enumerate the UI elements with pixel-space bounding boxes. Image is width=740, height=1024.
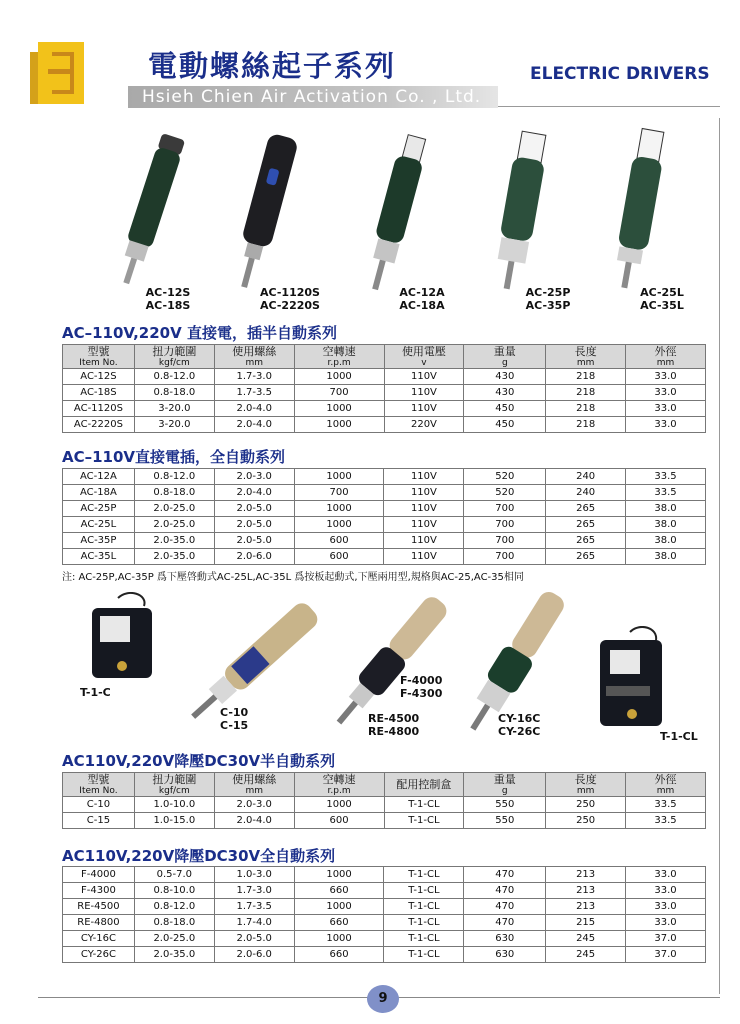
table-cell: AC-2220S (63, 417, 135, 433)
table-cell: 1.7-3.5 (214, 385, 294, 401)
column-header-unit: r.p.m (327, 786, 351, 796)
table-cell: F-4000 (63, 867, 135, 883)
table-cell: 110V (384, 501, 464, 517)
table-cell: AC-25P (63, 501, 135, 517)
table-cell: 1000 (294, 417, 384, 433)
table-cell: 37.0 (626, 931, 706, 947)
table-row (63, 469, 706, 485)
table-cell: 1.0-10.0 (134, 797, 214, 813)
table-cell: 245 (546, 931, 626, 947)
table-cell: 33.5 (626, 813, 706, 829)
table-cell: 250 (546, 813, 626, 829)
table-row (63, 883, 706, 899)
table-cell: CY-16C (63, 931, 135, 947)
table-cell: 110V (384, 533, 464, 549)
table-row (63, 947, 706, 963)
table-cell: C-15 (63, 813, 135, 829)
column-header-cn: 空轉速 (322, 773, 356, 786)
table-cell: 630 (464, 931, 546, 947)
product-label-re-4500: RE-4500 RE-4800 (368, 712, 420, 738)
page-title-en: ELECTRIC DRIVERS (530, 64, 710, 84)
table-cell: 110V (384, 485, 464, 501)
column-header-cn: 配用控制盒 (396, 778, 452, 791)
column-header-unit: kgf/cm (158, 358, 190, 368)
company-logo (38, 42, 84, 104)
table-cell: 110V (384, 401, 464, 417)
table-cell: 2.0-4.0 (214, 813, 294, 829)
table-cell: 430 (464, 369, 546, 385)
table-cell: 250 (546, 797, 626, 813)
column-header-cn: 空轉速 (322, 345, 356, 358)
table-cell: 700 (294, 485, 384, 501)
spec-table-dc30v-full (62, 866, 706, 963)
column-header-cn: 使用電壓 (401, 345, 446, 358)
table-cell: AC-1120S (63, 401, 135, 417)
table-row (63, 533, 706, 549)
company-banner (128, 86, 498, 108)
table-cell: 1000 (294, 899, 384, 915)
table-cell: 240 (546, 469, 626, 485)
table-cell: 3-20.0 (134, 417, 214, 433)
table-cell: 600 (294, 813, 384, 829)
table-cell: 33.0 (626, 867, 706, 883)
table-cell: 660 (294, 947, 384, 963)
table-cell: 265 (546, 501, 626, 517)
table-row (63, 369, 706, 385)
table-cell: 0.5-7.0 (134, 867, 214, 883)
section-title-dc30v-semi: AC110V,220V降壓DC30V半自動系列 (62, 752, 336, 770)
product-image-ac-1120s (225, 128, 305, 298)
table-cell: 0.8-18.0 (134, 915, 214, 931)
table-cell: 110V (384, 549, 464, 565)
column-header-unit: Item No. (79, 358, 118, 368)
table-cell: T-1-CL (384, 915, 464, 931)
table-cell: 33.0 (626, 385, 706, 401)
table-cell: T-1-CL (384, 899, 464, 915)
table-cell: 38.0 (626, 501, 706, 517)
product-label-ac-12s: AC-12S AC-18S (145, 286, 191, 312)
table-row (63, 549, 706, 565)
column-header-unit: mm (576, 358, 595, 368)
table-cell: 33.0 (626, 417, 706, 433)
table-cell: 215 (546, 915, 626, 931)
table-cell: 1000 (294, 501, 384, 517)
table-cell: 0.8-12.0 (134, 899, 214, 915)
column-header (546, 773, 626, 797)
table-cell: 470 (464, 899, 546, 915)
table-cell: 265 (546, 533, 626, 549)
table-row (63, 899, 706, 915)
table-cell: AC-35L (63, 549, 135, 565)
table-cell: 2.0-25.0 (134, 501, 214, 517)
column-header-unit: mm (245, 786, 263, 796)
table-cell: 1.0-3.0 (214, 867, 294, 883)
table-cell: 2.0-35.0 (134, 533, 214, 549)
section-title-dc30v-full: AC110V,220V降壓DC30V全自動系列 (62, 847, 336, 865)
column-header (626, 345, 706, 369)
table-header-row (63, 773, 706, 797)
table-cell: 700 (464, 549, 546, 565)
column-header (214, 345, 294, 369)
product-label-ac-25p: AC-25P AC-35P (525, 286, 571, 312)
table-cell: 218 (546, 417, 626, 433)
column-header-cn: 長度 (574, 773, 597, 786)
table-cell: 33.5 (626, 485, 706, 501)
table-cell: 660 (294, 915, 384, 931)
spec-table-ac-direct-semi (62, 344, 706, 433)
table-cell: RE-4500 (63, 899, 135, 915)
table-cell: 1.7-3.0 (214, 883, 294, 899)
table-cell: 1.7-3.0 (214, 369, 294, 385)
column-header-unit: mm (656, 786, 675, 796)
column-header (134, 345, 214, 369)
table-cell: 2.0-25.0 (134, 517, 214, 533)
column-header (214, 773, 294, 797)
table-cell: 1000 (294, 401, 384, 417)
table-cell: 2.0-4.0 (214, 401, 294, 417)
table-row (63, 517, 706, 533)
footnote: 注: AC-25P,AC-35P 爲下壓啓動式AC-25L,AC-35L 爲按板起動式,下壓兩用型,規格與AC-25,AC-35相同 (62, 572, 524, 583)
column-header (384, 773, 464, 797)
column-header-unit: v (421, 358, 427, 368)
table-row (63, 501, 706, 517)
column-header-unit: Item No. (79, 786, 118, 796)
table-cell: 470 (464, 867, 546, 883)
table-cell: 1.7-4.0 (214, 915, 294, 931)
table-cell: 33.5 (626, 797, 706, 813)
table-cell: 37.0 (626, 947, 706, 963)
product-image-ac-25l (598, 125, 678, 295)
product-label-t-1-cl: T-1-CL (660, 730, 698, 743)
column-header (294, 773, 384, 797)
table-cell: AC-12A (63, 469, 135, 485)
table-cell: 213 (546, 883, 626, 899)
section-title-ac-direct-full: AC–110V直接電插，全自動系列 (62, 448, 286, 466)
product-image-t-1-cl (596, 626, 666, 730)
column-header-cn: 型號 (87, 773, 110, 786)
column-header (384, 345, 464, 369)
table-cell: 1.0-15.0 (134, 813, 214, 829)
table-cell: T-1-CL (384, 867, 464, 883)
table-cell: 33.5 (626, 469, 706, 485)
column-header-unit: mm (656, 358, 675, 368)
product-label-f-4000: F-4000 F-4300 (400, 674, 443, 700)
table-header-row (63, 345, 706, 369)
table-cell: 110V (384, 385, 464, 401)
table-cell: AC-25L (63, 517, 135, 533)
table-cell: 0.8-18.0 (134, 385, 214, 401)
table-cell: 2.0-25.0 (134, 931, 214, 947)
table-cell: 33.0 (626, 899, 706, 915)
table-cell: 2.0-4.0 (214, 485, 294, 501)
table-cell: 33.0 (626, 915, 706, 931)
table-cell: 2.0-6.0 (214, 549, 294, 565)
table-cell: 2.0-3.0 (214, 469, 294, 485)
table-cell: 265 (546, 517, 626, 533)
column-header (63, 773, 135, 797)
table-cell: 630 (464, 947, 546, 963)
table-cell: 700 (294, 385, 384, 401)
table-cell: AC-12S (63, 369, 135, 385)
column-header-unit: g (501, 786, 508, 796)
table-cell: 0.8-12.0 (134, 369, 214, 385)
table-cell: 110V (384, 469, 464, 485)
column-header-cn: 使用螺絲 (232, 773, 277, 786)
company-name: Hsieh Chien Air Activation Co. , Ltd. (142, 87, 482, 107)
page-title-cn: 電動螺絲起子系列 (148, 49, 397, 83)
table-cell: 470 (464, 883, 546, 899)
product-label-ac-12a: AC-12A AC-18A (399, 286, 445, 312)
column-header (63, 345, 135, 369)
table-cell: T-1-CL (384, 883, 464, 899)
table-cell: C-10 (63, 797, 135, 813)
table-cell: 0.8-12.0 (134, 469, 214, 485)
table-cell: 218 (546, 401, 626, 417)
table-row (63, 867, 706, 883)
table-cell: F-4300 (63, 883, 135, 899)
column-header-cn: 扭力範圍 (152, 345, 197, 358)
column-header-unit: g (501, 358, 508, 368)
table-row (63, 915, 706, 931)
product-label-c-10: C-10 C-15 (220, 706, 249, 732)
product-label-ac-25l: AC-25L AC-35L (640, 286, 684, 312)
product-image-ac-12s (110, 125, 190, 295)
table-cell: AC-35P (63, 533, 135, 549)
table-cell: 2.0-6.0 (214, 947, 294, 963)
column-header-cn: 重量 (493, 773, 516, 786)
table-row (63, 485, 706, 501)
table-cell: 213 (546, 867, 626, 883)
table-cell: 1000 (294, 469, 384, 485)
page-number: 9 (367, 985, 399, 1013)
section-title-ac-direct-semi: AC–110V,220V 直接電，插半自動系列 (62, 324, 337, 342)
column-header-unit: kgf/cm (158, 786, 190, 796)
table-cell: 38.0 (626, 549, 706, 565)
table-cell: 700 (464, 501, 546, 517)
table-cell: 2.0-5.0 (214, 517, 294, 533)
table-cell: 700 (464, 517, 546, 533)
table-cell: 1000 (294, 369, 384, 385)
table-cell: 0.8-18.0 (134, 485, 214, 501)
table-cell: T-1-CL (384, 797, 464, 813)
column-header-cn: 型號 (87, 345, 110, 358)
table-cell: 550 (464, 813, 546, 829)
table-row (63, 401, 706, 417)
column-header-unit: mm (245, 358, 263, 368)
product-image-ac-25p (480, 128, 560, 298)
table-cell: 470 (464, 915, 546, 931)
table-row (63, 417, 706, 433)
table-cell: 600 (294, 533, 384, 549)
table-cell: 38.0 (626, 533, 706, 549)
table-cell: 700 (464, 533, 546, 549)
table-cell: 220V (384, 417, 464, 433)
table-cell: 450 (464, 417, 546, 433)
page-border-right (719, 118, 720, 994)
table-row (63, 385, 706, 401)
table-cell: 660 (294, 883, 384, 899)
table-cell: 245 (546, 947, 626, 963)
column-header (294, 345, 384, 369)
table-cell: 1.7-3.5 (214, 899, 294, 915)
table-cell: 2.0-4.0 (214, 417, 294, 433)
product-image-t-1-c (88, 592, 158, 684)
table-cell: 2.0-35.0 (134, 947, 214, 963)
column-header (626, 773, 706, 797)
table-row (63, 797, 706, 813)
column-header-unit: r.p.m (327, 358, 351, 368)
column-header-cn: 外徑 (654, 345, 677, 358)
product-label-cy-16c: CY-16C CY-26C (498, 712, 541, 738)
table-cell: 265 (546, 549, 626, 565)
table-cell: T-1-CL (384, 931, 464, 947)
column-header-cn: 長度 (574, 345, 597, 358)
spec-table-ac-direct-full (62, 468, 706, 565)
column-header-cn: 使用螺絲 (232, 345, 277, 358)
table-cell: CY-26C (63, 947, 135, 963)
table-cell: 2.0-3.0 (214, 797, 294, 813)
product-label-ac-1120s: AC-1120S AC-2220S (260, 286, 320, 312)
column-header-cn: 重量 (493, 345, 516, 358)
column-header-unit: mm (576, 786, 595, 796)
spec-table-dc30v-semi (62, 772, 706, 829)
table-cell: 218 (546, 385, 626, 401)
table-cell: 520 (464, 485, 546, 501)
table-cell: 240 (546, 485, 626, 501)
column-header (546, 345, 626, 369)
table-cell: T-1-CL (384, 813, 464, 829)
table-cell: RE-4800 (63, 915, 135, 931)
table-cell: 3-20.0 (134, 401, 214, 417)
table-cell: 110V (384, 369, 464, 385)
table-cell: 1000 (294, 517, 384, 533)
table-cell: 2.0-5.0 (214, 533, 294, 549)
table-cell: 33.0 (626, 883, 706, 899)
table-cell: 33.0 (626, 369, 706, 385)
column-header (464, 773, 546, 797)
column-header (134, 773, 214, 797)
table-cell: 2.0-5.0 (214, 501, 294, 517)
table-cell: 110V (384, 517, 464, 533)
table-cell: 33.0 (626, 401, 706, 417)
table-cell: 2.0-35.0 (134, 549, 214, 565)
table-cell: 0.8-10.0 (134, 883, 214, 899)
table-cell: 450 (464, 401, 546, 417)
table-cell: 2.0-5.0 (214, 931, 294, 947)
column-header (464, 345, 546, 369)
table-cell: 430 (464, 385, 546, 401)
table-cell: 38.0 (626, 517, 706, 533)
table-cell: 1000 (294, 797, 384, 813)
table-cell: 1000 (294, 931, 384, 947)
table-cell: T-1-CL (384, 947, 464, 963)
table-cell: 213 (546, 899, 626, 915)
table-cell: AC-18A (63, 485, 135, 501)
header-rule (498, 106, 720, 107)
table-cell: 1000 (294, 867, 384, 883)
table-cell: 550 (464, 797, 546, 813)
product-label-t-1-c: T-1-C (80, 686, 111, 699)
column-header-cn: 扭力範圍 (152, 773, 197, 786)
table-cell: 600 (294, 549, 384, 565)
table-cell: 218 (546, 369, 626, 385)
column-header-cn: 外徑 (654, 773, 677, 786)
table-row (63, 813, 706, 829)
table-row (63, 931, 706, 947)
product-image-ac-12a (355, 130, 435, 300)
table-cell: 520 (464, 469, 546, 485)
table-cell: AC-18S (63, 385, 135, 401)
